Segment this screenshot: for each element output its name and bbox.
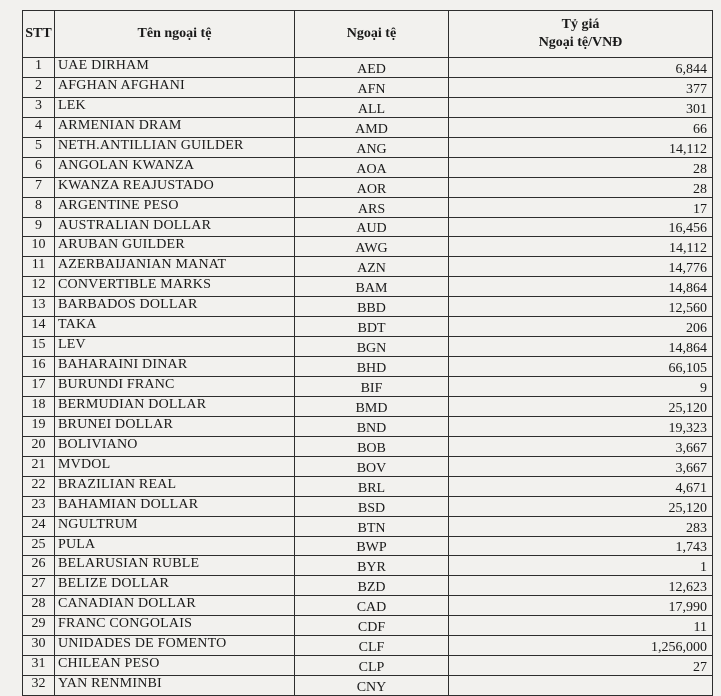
- row-currency-code: BRL: [295, 476, 449, 496]
- row-currency-name: CANADIAN DOLLAR: [55, 596, 295, 616]
- row-currency-code: BZD: [295, 576, 449, 596]
- table-row: [23, 137, 713, 157]
- row-currency-name: BAHARAINI DINAR: [55, 357, 295, 377]
- table-row: [23, 357, 713, 377]
- header-currency-code: Ngoại tệ: [295, 11, 449, 58]
- table-row: [23, 337, 713, 357]
- row-currency-name: ARGENTINE PESO: [55, 197, 295, 217]
- row-stt: 28: [23, 596, 55, 616]
- row-currency-name: MVDOL: [55, 456, 295, 476]
- row-exchange-rate: 6,844: [449, 58, 713, 78]
- row-stt: 27: [23, 576, 55, 596]
- row-currency-name: BELIZE DOLLAR: [55, 576, 295, 596]
- table-row: [23, 536, 713, 556]
- row-stt: 12: [23, 277, 55, 297]
- row-currency-code: BND: [295, 416, 449, 436]
- row-currency-code: BOB: [295, 436, 449, 456]
- row-currency-code: AOR: [295, 177, 449, 197]
- row-currency-code: ARS: [295, 197, 449, 217]
- row-exchange-rate: 301: [449, 97, 713, 117]
- row-currency-code: CLF: [295, 636, 449, 656]
- row-exchange-rate: 14,864: [449, 277, 713, 297]
- row-stt: 25: [23, 536, 55, 556]
- row-currency-name: ARMENIAN DRAM: [55, 117, 295, 137]
- header-rate-line2: Ngoại tệ/VNĐ: [538, 35, 623, 50]
- row-currency-code: AED: [295, 58, 449, 78]
- row-currency-name: ANGOLAN KWANZA: [55, 157, 295, 177]
- table-row: [23, 197, 713, 217]
- row-exchange-rate: 16,456: [449, 217, 713, 237]
- table-row: [23, 396, 713, 416]
- table-row: [23, 237, 713, 257]
- table-row: [23, 58, 713, 78]
- row-exchange-rate: 17,990: [449, 596, 713, 616]
- table-row: [23, 177, 713, 197]
- row-exchange-rate: 1,256,000: [449, 636, 713, 656]
- row-stt: 1: [23, 58, 55, 78]
- row-currency-code: BHD: [295, 357, 449, 377]
- row-currency-name: KWANZA REAJUSTADO: [55, 177, 295, 197]
- row-currency-name: ARUBAN GUILDER: [55, 237, 295, 257]
- table-row: [23, 516, 713, 536]
- row-exchange-rate: 1: [449, 556, 713, 576]
- header-stt: STT: [23, 11, 55, 58]
- row-currency-code: BOV: [295, 456, 449, 476]
- header-rate-line1: Tỷ giá: [561, 17, 600, 32]
- row-exchange-rate: 17: [449, 197, 713, 217]
- table-row: [23, 317, 713, 337]
- row-currency-code: AMD: [295, 117, 449, 137]
- row-currency-code: BAM: [295, 277, 449, 297]
- table-row: [23, 377, 713, 397]
- row-stt: 23: [23, 496, 55, 516]
- row-stt: 29: [23, 616, 55, 636]
- table-row: [23, 277, 713, 297]
- row-exchange-rate: 28: [449, 177, 713, 197]
- row-currency-code: CDF: [295, 616, 449, 636]
- exchange-rate-table: [22, 10, 713, 696]
- row-currency-code: ANG: [295, 137, 449, 157]
- row-exchange-rate: 14,776: [449, 257, 713, 277]
- table-row: [23, 596, 713, 616]
- table-row: [23, 656, 713, 676]
- row-exchange-rate: 12,623: [449, 576, 713, 596]
- table-row: [23, 117, 713, 137]
- row-currency-name: FRANC CONGOLAIS: [55, 616, 295, 636]
- table-row: [23, 217, 713, 237]
- table-row: [23, 456, 713, 476]
- table-row: [23, 476, 713, 496]
- row-currency-name: LEV: [55, 337, 295, 357]
- row-stt: 32: [23, 676, 55, 696]
- header-currency-name: Tên ngoại tệ: [55, 11, 295, 58]
- row-stt: 20: [23, 436, 55, 456]
- row-stt: 15: [23, 337, 55, 357]
- table-row: [23, 676, 713, 696]
- row-currency-code: AUD: [295, 217, 449, 237]
- row-currency-code: BBD: [295, 297, 449, 317]
- row-exchange-rate: 14,112: [449, 237, 713, 257]
- row-stt: 17: [23, 377, 55, 397]
- row-currency-code: BSD: [295, 496, 449, 516]
- row-stt: 9: [23, 217, 55, 237]
- row-currency-code: BWP: [295, 536, 449, 556]
- row-currency-code: AFN: [295, 77, 449, 97]
- row-currency-name: NETH.ANTILLIAN GUILDER: [55, 137, 295, 157]
- row-stt: 7: [23, 177, 55, 197]
- row-stt: 14: [23, 317, 55, 337]
- row-currency-name: CONVERTIBLE MARKS: [55, 277, 295, 297]
- row-currency-name: BOLIVIANO: [55, 436, 295, 456]
- row-currency-name: CHILEAN PESO: [55, 656, 295, 676]
- row-stt: 19: [23, 416, 55, 436]
- row-currency-name: AUSTRALIAN DOLLAR: [55, 217, 295, 237]
- table-row: [23, 616, 713, 636]
- row-exchange-rate: 9: [449, 377, 713, 397]
- row-stt: 10: [23, 237, 55, 257]
- row-exchange-rate: 27: [449, 656, 713, 676]
- row-currency-name: AZERBAIJANIAN MANAT: [55, 257, 295, 277]
- row-currency-code: AWG: [295, 237, 449, 257]
- table-row: [23, 636, 713, 656]
- row-exchange-rate: 14,112: [449, 137, 713, 157]
- row-currency-name: BRAZILIAN REAL: [55, 476, 295, 496]
- row-currency-name: BRUNEI DOLLAR: [55, 416, 295, 436]
- row-exchange-rate: 25,120: [449, 496, 713, 516]
- table-row: [23, 576, 713, 596]
- row-stt: 22: [23, 476, 55, 496]
- row-currency-code: BIF: [295, 377, 449, 397]
- row-currency-name: BAHAMIAN DOLLAR: [55, 496, 295, 516]
- row-currency-name: AFGHAN AFGHANI: [55, 77, 295, 97]
- table-row: [23, 77, 713, 97]
- row-currency-code: BDT: [295, 317, 449, 337]
- row-currency-name: UNIDADES DE FOMENTO: [55, 636, 295, 656]
- row-stt: 13: [23, 297, 55, 317]
- row-currency-name: NGULTRUM: [55, 516, 295, 536]
- row-currency-code: BYR: [295, 556, 449, 576]
- row-currency-code: ALL: [295, 97, 449, 117]
- row-stt: 11: [23, 257, 55, 277]
- row-stt: 21: [23, 456, 55, 476]
- row-currency-name: PULA: [55, 536, 295, 556]
- table-row: [23, 157, 713, 177]
- row-stt: 16: [23, 357, 55, 377]
- row-currency-name: LEK: [55, 97, 295, 117]
- table-row: [23, 496, 713, 516]
- row-currency-name: BERMUDIAN DOLLAR: [55, 396, 295, 416]
- row-currency-name: BELARUSIAN RUBLE: [55, 556, 295, 576]
- table-header-row: [23, 11, 713, 58]
- row-currency-code: CLP: [295, 656, 449, 676]
- header-exchange-rate: [449, 11, 713, 58]
- row-exchange-rate: 11: [449, 616, 713, 636]
- row-currency-code: BTN: [295, 516, 449, 536]
- row-exchange-rate: [449, 676, 713, 696]
- row-exchange-rate: 19,323: [449, 416, 713, 436]
- row-stt: 5: [23, 137, 55, 157]
- row-stt: 8: [23, 197, 55, 217]
- row-exchange-rate: 377: [449, 77, 713, 97]
- row-stt: 24: [23, 516, 55, 536]
- row-exchange-rate: 3,667: [449, 456, 713, 476]
- table-row: [23, 257, 713, 277]
- row-currency-code: BGN: [295, 337, 449, 357]
- row-exchange-rate: 4,671: [449, 476, 713, 496]
- row-exchange-rate: 66: [449, 117, 713, 137]
- row-currency-code: CAD: [295, 596, 449, 616]
- row-currency-name: BURUNDI FRANC: [55, 377, 295, 397]
- table-row: [23, 436, 713, 456]
- table-row: [23, 416, 713, 436]
- row-currency-name: TAKA: [55, 317, 295, 337]
- row-stt: 31: [23, 656, 55, 676]
- row-currency-code: CNY: [295, 676, 449, 696]
- row-currency-name: YAN RENMINBI: [55, 676, 295, 696]
- row-stt: 18: [23, 396, 55, 416]
- row-stt: 26: [23, 556, 55, 576]
- row-stt: 6: [23, 157, 55, 177]
- row-currency-name: BARBADOS DOLLAR: [55, 297, 295, 317]
- row-exchange-rate: 12,560: [449, 297, 713, 317]
- row-exchange-rate: 283: [449, 516, 713, 536]
- row-currency-code: AOA: [295, 157, 449, 177]
- table-row: [23, 297, 713, 317]
- row-exchange-rate: 206: [449, 317, 713, 337]
- row-exchange-rate: 28: [449, 157, 713, 177]
- row-stt: 2: [23, 77, 55, 97]
- row-currency-code: BMD: [295, 396, 449, 416]
- row-stt: 30: [23, 636, 55, 656]
- row-stt: 4: [23, 117, 55, 137]
- row-exchange-rate: 66,105: [449, 357, 713, 377]
- table-row: [23, 97, 713, 117]
- row-exchange-rate: 1,743: [449, 536, 713, 556]
- row-stt: 3: [23, 97, 55, 117]
- table-row: [23, 556, 713, 576]
- row-exchange-rate: 25,120: [449, 396, 713, 416]
- row-currency-code: AZN: [295, 257, 449, 277]
- row-exchange-rate: 14,864: [449, 337, 713, 357]
- row-exchange-rate: 3,667: [449, 436, 713, 456]
- row-currency-name: UAE DIRHAM: [55, 58, 295, 78]
